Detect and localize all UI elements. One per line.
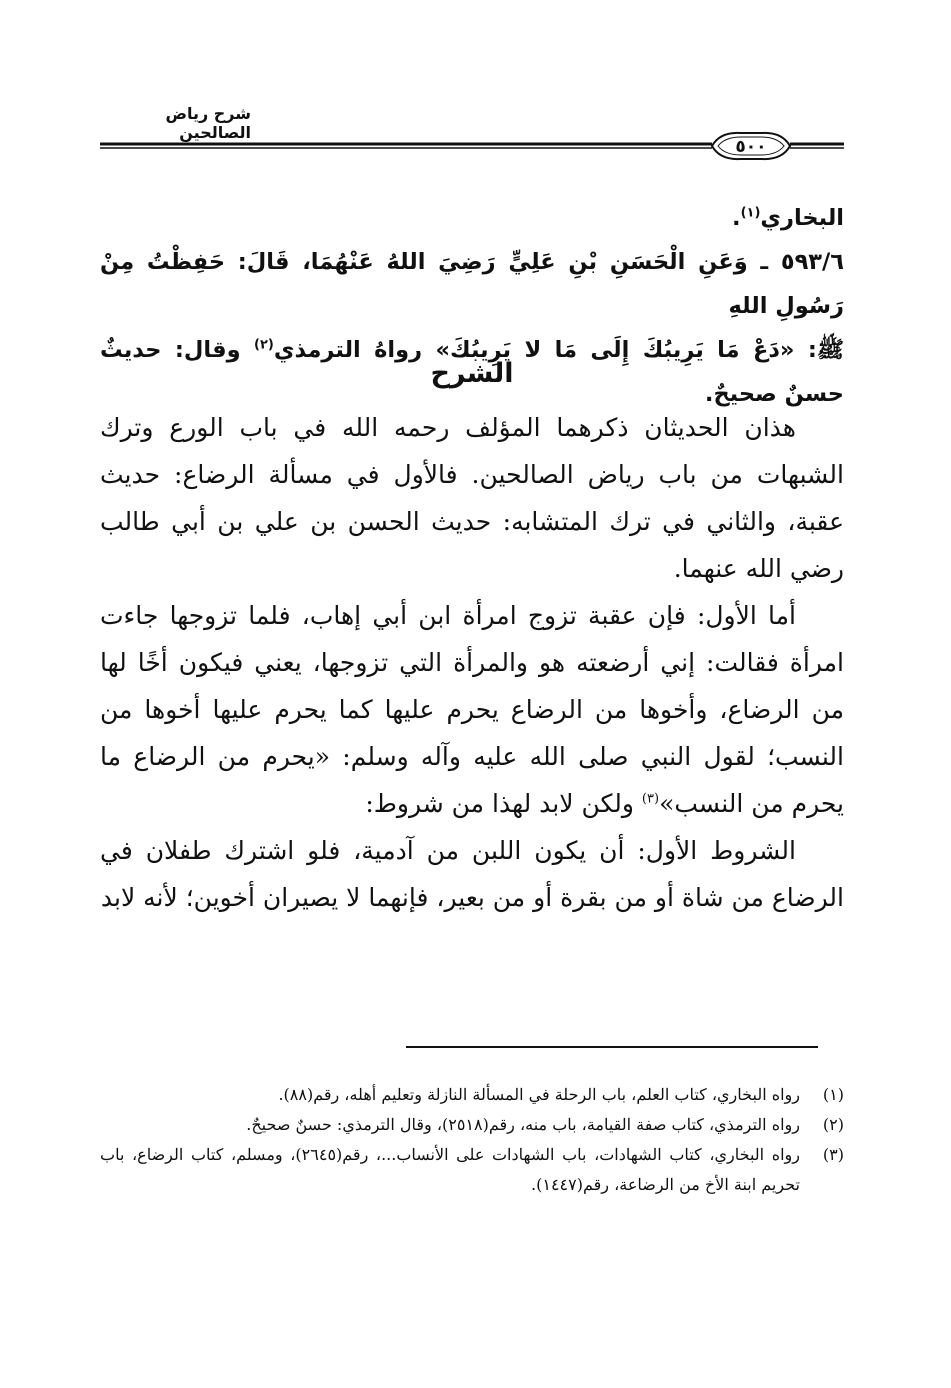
footnote-text: رواه البخاري، كتاب الشهادات، باب الشهادات على الأنساب...، رقم(٢٦٤٥)، ومسلم، كتاب الرضاع، باب تحريم ابنة الأخ من الرضاعة، رقم(١٤٤٧). bbox=[100, 1145, 800, 1194]
footnote-ref-1: (١) bbox=[740, 205, 761, 221]
paragraph-3: الشروط الأول: أن يكون اللبن من آدمية، فلو اشترك طفلان في الرضاع من شاة أو من بقرة أو من بعير، فإنهما لا يصيران أخوين؛ لأنه لابد bbox=[100, 836, 844, 912]
paragraph-2-end: ولكن لابد لهذا من شروط: bbox=[365, 789, 634, 818]
page-number: ٥٠٠ bbox=[735, 137, 767, 157]
hadith-line-1: ٥٩٣/٦ ـ وَعَنِ الْحَسَنِ بْنِ عَلِيٍّ رَضِيَ اللهُ عَنْهُمَا، قَالَ: حَفِظْتُ مِنْ رَسُولِ اللهِ bbox=[100, 249, 844, 319]
paragraph-1: هذان الحديثان ذكرهما المؤلف رحمه الله في باب الورع وترك الشبهات من باب رياض الصالحين. فالأول في مسألة الرضاع: حديث عقبة، والثاني في ترك المتشابه: حديث الحسن بن علي بن أبي طالب رضي الله عنهما. bbox=[100, 413, 844, 583]
footnote-number: (٢) bbox=[822, 1115, 844, 1134]
hadith-line-2-text: ﷺ: «دَعْ مَا يَرِيبُكَ إِلَى مَا لا يَرِيبُكَ» رواهُ الترمذي bbox=[273, 337, 845, 363]
footnote-number: (٣) bbox=[822, 1145, 844, 1164]
footnote-text: رواه البخاري، كتاب العلم، باب الرحلة في المسألة النازلة وتعليم أهله، رقم(٨٨). bbox=[278, 1085, 800, 1104]
commentary-body bbox=[100, 404, 844, 921]
footnote-ref-2: (٢) bbox=[254, 337, 274, 353]
hadith-line-2-grade: وقال: حديثٌ حسنٌ صحيحٌ. bbox=[100, 337, 844, 407]
footnote-1 bbox=[100, 1080, 844, 1110]
footnote-ref-3: (٣) bbox=[641, 791, 660, 807]
footnote-number: (١) bbox=[822, 1085, 844, 1104]
paragraph-2 bbox=[100, 592, 844, 827]
paragraph-2-text: أما الأول: فإن عقبة تزوج امرأة ابن أبي إهاب، فلما تزوجها جاءت امرأة فقالت: إني أرضعته هو والمرأة التي تزوجها، يعني فيكون أخًا لها من الرضاع، وأخوها من الرضاع يحرم عليها كما يحرم عليها أخوها من النسب؛ لقول النبي صلى الله عليه وآله وسلم: «يحرم من الرضاع ما يحرم من النسب» bbox=[100, 601, 844, 818]
footnote-2 bbox=[100, 1110, 844, 1140]
section-heading: الشرح bbox=[430, 358, 514, 389]
footnotes bbox=[100, 1080, 844, 1200]
footnote-text: رواه الترمذي، كتاب صفة القيامة، باب منه، رقم(٢٥١٨)، وقال الترمذي: حسنٌ صحيحٌ. bbox=[246, 1115, 800, 1134]
hadith-line-0-end: . bbox=[732, 205, 741, 231]
footnote-3 bbox=[100, 1140, 844, 1200]
hadith-line-0-text: البخاري bbox=[760, 205, 844, 231]
hadith-line-0 bbox=[100, 196, 844, 240]
footnote-separator bbox=[406, 1046, 818, 1048]
running-title: شرح رياض الصالحين bbox=[165, 104, 251, 142]
